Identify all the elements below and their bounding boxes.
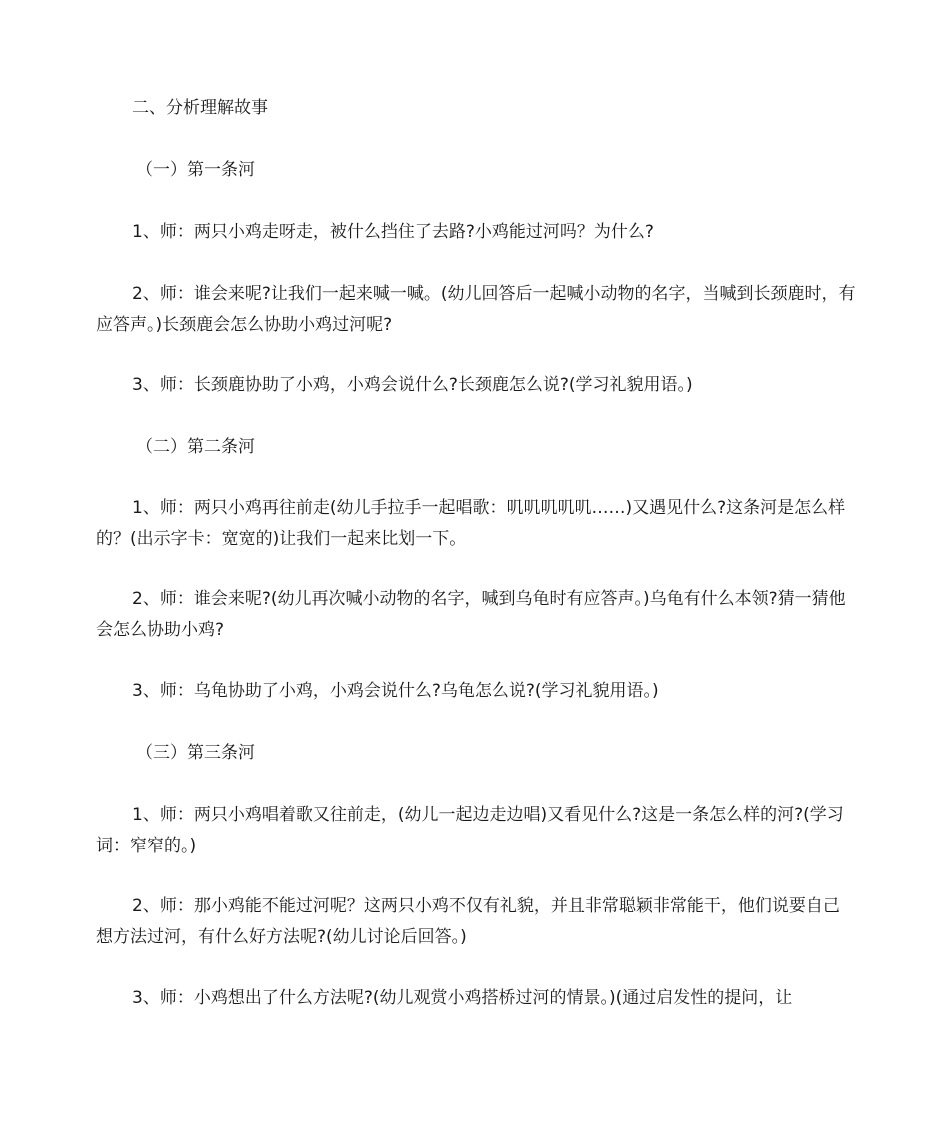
paragraph-1-2: 2、师：谁会来呢?让我们一起来喊一喊。(幼儿回答后一起喊小动物的名字，当喊到长颈鹿时，有应答声。)长颈鹿会怎么协助小鸡过河呢?	[96, 284, 856, 335]
subsection-heading-first-river: （一）第一条河	[136, 160, 255, 180]
paragraph-1-3: 3、师：长颈鹿协助了小鸡，小鸡会说什么?长颈鹿怎么说?(学习礼貌用语。)	[132, 375, 693, 395]
paragraph-3-3: 3、师：小鸡想出了什么方法呢?(幼儿观赏小鸡搭桥过河的情景。)(通过启发性的提问，让	[132, 988, 793, 1008]
section-heading: 二、分析理解故事	[132, 98, 268, 118]
subsection-heading-third-river: （三）第三条河	[136, 743, 255, 763]
subsection-heading-second-river: （二）第二条河	[136, 437, 255, 457]
paragraph-2-2: 2、师：谁会来呢?(幼儿再次喊小动物的名字，喊到乌龟时有应答声。)乌龟有什么本领?猜一猜他会怎么协助小鸡?	[96, 589, 846, 640]
paragraph-3-2: 2、师：那小鸡能不能过河呢？这两只小鸡不仅有礼貌，并且非常聪颖非常能干，他们说要自己想方法过河，有什么好方法呢?(幼儿讨论后回答。)	[96, 896, 840, 947]
paragraph-3-1: 1、师：两只小鸡唱着歌又往前走，(幼儿一起边走边唱)又看见什么?这是一条怎么样的河?(学习词：窄窄的。)	[96, 805, 844, 856]
paragraph-1-1: 1、师：两只小鸡走呀走，被什么挡住了去路?小鸡能过河吗？为什么?	[132, 222, 654, 242]
paragraph-2-3: 3、师：乌龟协助了小鸡，小鸡会说什么?乌龟怎么说?(学习礼貌用语。)	[132, 681, 659, 701]
paragraph-2-1: 1、师：两只小鸡再往前走(幼儿手拉手一起唱歌：叽叽叽叽叽……)又遇见什么?这条河是怎么样的？(出示字卡：宽宽的)让我们一起来比划一下。	[96, 498, 846, 549]
